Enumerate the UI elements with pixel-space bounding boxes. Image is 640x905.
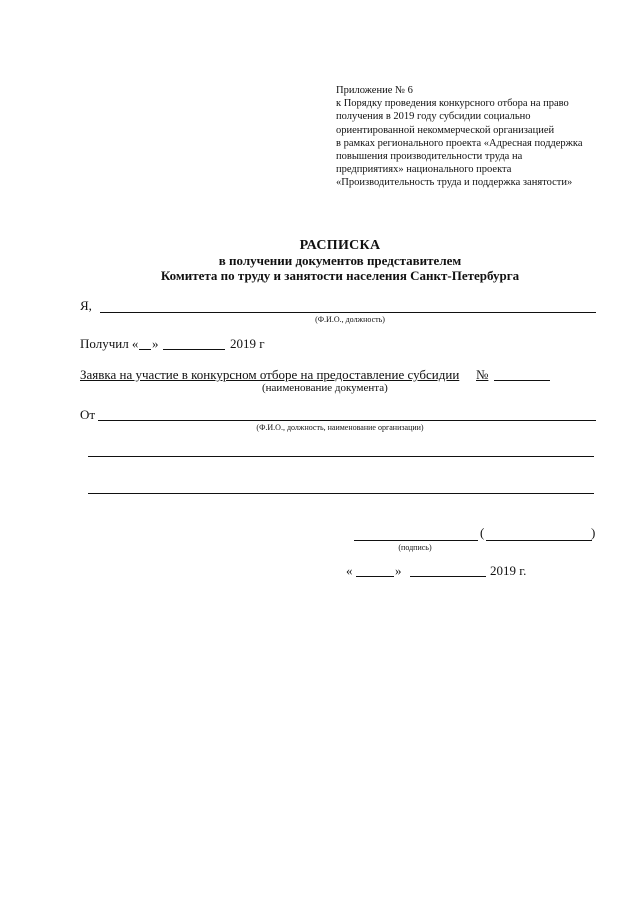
- appendix-line: к Порядку проведения конкурсного отбора на право: [336, 98, 569, 110]
- title-main: РАСПИСКА: [299, 238, 381, 253]
- appendix-line: повышения производительности труда на: [336, 151, 523, 163]
- signature-name-line[interactable]: [486, 540, 592, 541]
- date-open: «: [346, 563, 353, 578]
- from-caption: (Ф.И.О., должность, наименование организации): [256, 423, 424, 432]
- document-name: Заявка на участие в конкурсном отборе на предоставление субсидии: [80, 367, 460, 382]
- ya-fill-line[interactable]: [100, 312, 596, 313]
- received-label: Получил «: [80, 336, 139, 351]
- appendix-line: «Производительность труда и поддержка занятости»: [336, 177, 573, 189]
- date-close: »: [395, 563, 402, 578]
- appendix-line: в рамках регионального проекта «Адресная поддержка: [336, 137, 583, 149]
- signature-line[interactable]: [354, 540, 478, 541]
- ya-label: Я,: [80, 298, 92, 313]
- ya-caption: (Ф.И.О., должность): [315, 315, 385, 324]
- number-label: №: [476, 367, 489, 382]
- appendix-line: получения в 2019 году субсидии социально: [336, 111, 531, 123]
- appendix-line: предприятиях» национального проекта: [336, 164, 512, 176]
- date-day-line[interactable]: [356, 576, 394, 577]
- received-year: 2019 г: [230, 336, 265, 351]
- signature-open-paren: (: [480, 525, 485, 540]
- from-label: От: [80, 407, 96, 422]
- from-fill-line[interactable]: [98, 420, 596, 421]
- blank-line-1[interactable]: [88, 456, 594, 457]
- received-sep: »: [152, 336, 159, 351]
- title-line-3: Комитета по труду и занятости населения Санкт-Петербурга: [160, 268, 520, 283]
- document-caption: (наименование документа): [262, 382, 388, 394]
- appendix-note: [336, 84, 606, 190]
- received-month-line[interactable]: [163, 349, 225, 350]
- title-line-2: в получении документов представителем: [218, 253, 462, 268]
- signature-close-paren: ): [591, 525, 596, 540]
- received-day-line[interactable]: [139, 349, 151, 350]
- blank-line-2[interactable]: [88, 493, 594, 494]
- number-fill-line[interactable]: [494, 380, 550, 381]
- date-month-line[interactable]: [410, 576, 486, 577]
- date-year: 2019 г.: [490, 563, 527, 578]
- appendix-line: ориентированной некоммерческой организацией: [336, 124, 555, 136]
- document-title: [60, 238, 620, 283]
- appendix-line: Приложение № 6: [336, 85, 413, 96]
- signature-caption: (подпись): [398, 543, 432, 552]
